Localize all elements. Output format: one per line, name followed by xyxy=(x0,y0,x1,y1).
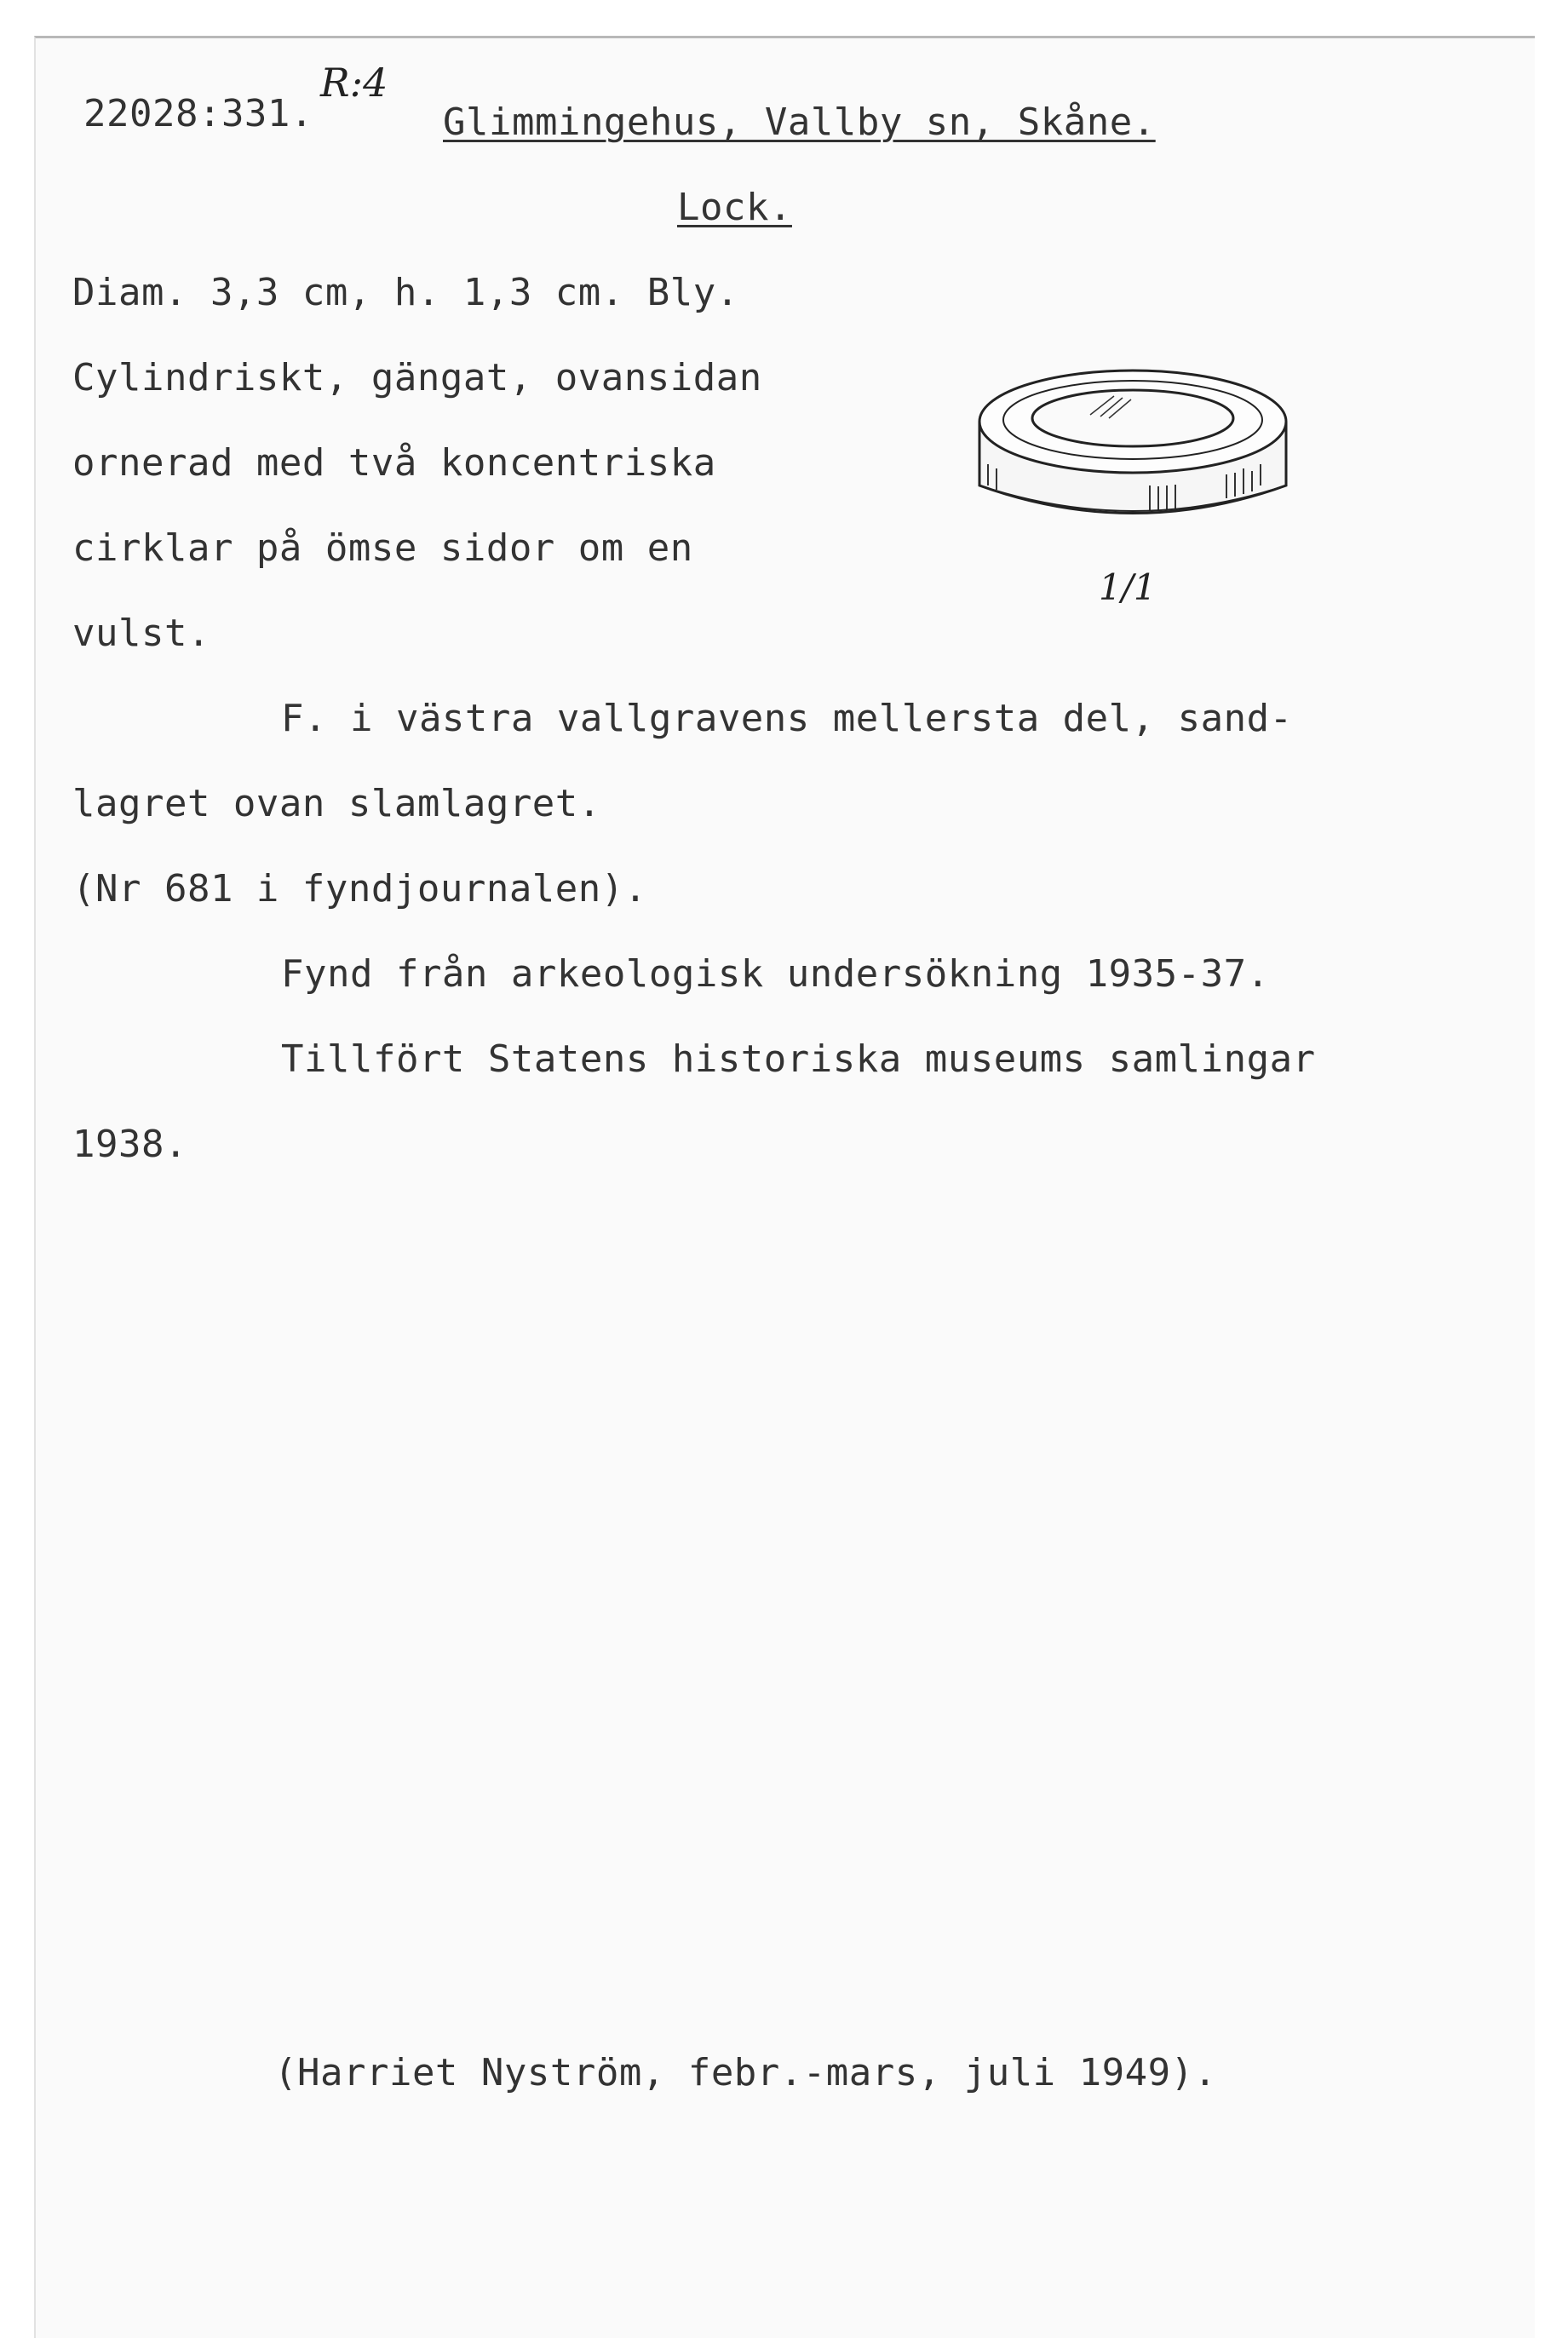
description-line-4: cirklar på ömse sidor om en xyxy=(72,526,693,570)
find-line-5: Tillfört Statens historiska museums samlingar xyxy=(281,1037,1316,1081)
find-line-2: lagret ovan slamlagret. xyxy=(72,782,601,825)
catalog-number: 22028:331. xyxy=(83,92,313,135)
description-line-3: ornerad med två koncentriska xyxy=(72,441,716,485)
description-line-1: Diam. 3,3 cm, h. 1,3 cm. Bly. xyxy=(72,271,739,314)
find-line-6: 1938. xyxy=(72,1123,187,1166)
object-title: Lock. xyxy=(677,186,792,229)
find-line-1: F. i västra vallgravens mellersta del, sand- xyxy=(281,697,1293,740)
scale-label: 1/1 xyxy=(1099,566,1157,608)
description-line-5: vulst. xyxy=(72,612,210,655)
handwritten-mark: R:4 xyxy=(320,60,388,106)
description-line-2: Cylindriskt, gängat, ovansidan xyxy=(72,356,762,399)
find-line-4: Fynd från arkeologisk undersökning 1935-37. xyxy=(281,952,1270,996)
signature: (Harriet Nyström, febr.-mars, juli 1949). xyxy=(274,2051,1217,2094)
find-line-3: (Nr 681 i fyndjournalen). xyxy=(72,867,647,911)
location-heading: Glimmingehus, Vallby sn, Skåne. xyxy=(443,101,1156,144)
lid-drawing xyxy=(962,336,1303,541)
